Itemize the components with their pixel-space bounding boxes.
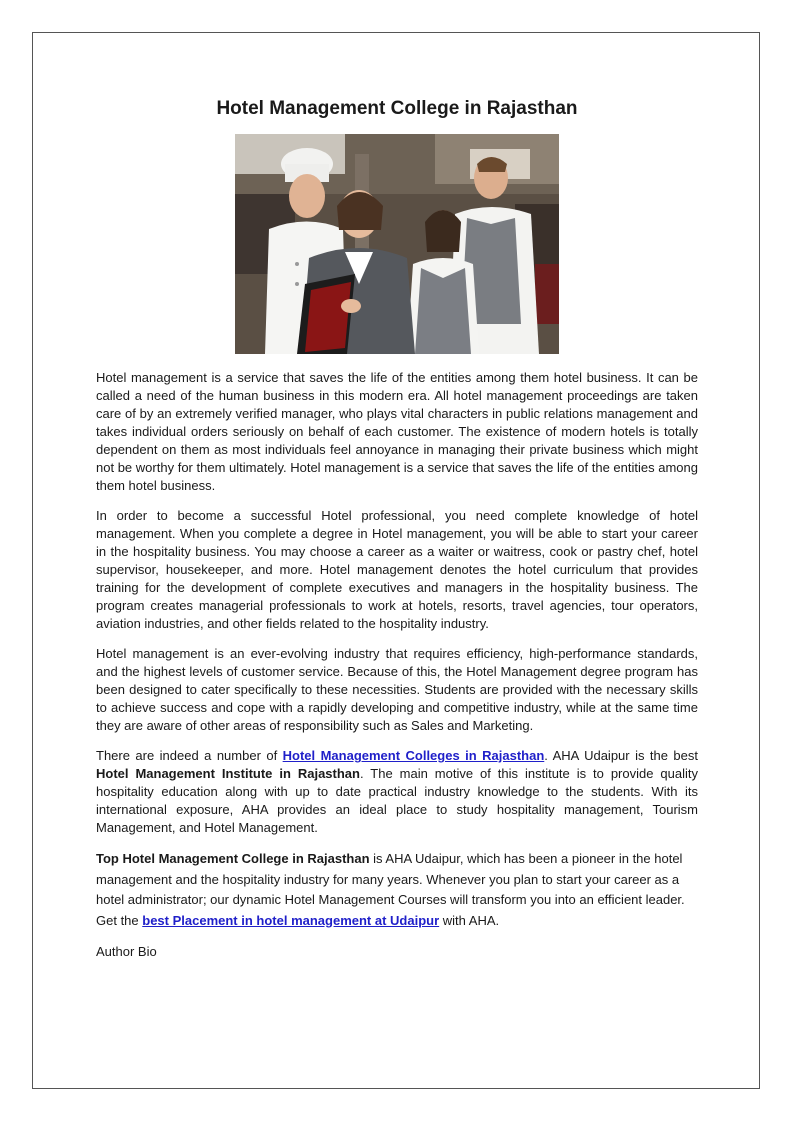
- author-bio: Author Bio: [96, 944, 157, 959]
- p5-end-text: with AHA.: [439, 912, 500, 928]
- page-title: Hotel Management College in Rajasthan: [216, 98, 578, 119]
- p4-rest-text: . The main motive of this institute is to provide quality hospitality education along with up to date practical industry knowledge to the students. With its international exposure, AHA provides an ideal place to study hospitality management, Tourism Management, and Hotel Management.: [96, 766, 698, 835]
- paragraph-1: Hotel management is a service that saves the life of the entities among them hotel business. It can be called a need of the human business in this modern era. All hotel management proceedings are taken care of by an extremely verified manager, who plays vital characters in public relations management and takes individual orders seriously on behalf of each customer. The existence of modern hotels is totally dependent on them as most individuals feel annoyance in managing their private business which might not be worthy for them ultimately. Hotel management is a service that saves the life of the entities among them hotel business.: [96, 370, 698, 493]
- paragraph-5: [96, 849, 698, 931]
- p5-body-text: is AHA Udaipur, which has been a pioneer in the hotel management and the hospitality industry for many years. Whenever you plan to start your career as a hotel administrator; our dynamic Hotel Management Courses will transform you into an efficient leader. Get the: [96, 851, 685, 928]
- p5-bold-text: Top Hotel Management College in Rajasthan: [96, 851, 370, 866]
- hero-photo: [235, 134, 559, 354]
- hotel-management-colleges-link[interactable]: Hotel Management Colleges in Rajasthan: [282, 748, 545, 763]
- p4-after-link-text: . AHA Udaipur is the best: [544, 748, 698, 763]
- p4-lead-text: There are indeed a number of: [96, 748, 283, 763]
- paragraph-4: [96, 747, 698, 837]
- article-body: [96, 369, 698, 973]
- p4-bold-text: Hotel Management Institute in Rajasthan: [96, 766, 360, 781]
- paragraph-3: Hotel management is an ever-evolving industry that requires efficiency, high-performance standards, and the highest levels of customer service. Because of this, the Hotel Management degree program has been designed to cater specifically to these necessities. Students are provided with the necessary skills to achieve success and cope with a rapidly developing and competitive industry, while at the same time they are aware of other areas of responsibility such as Sales and Marketing.: [96, 646, 698, 733]
- paragraph-2: In order to become a successful Hotel professional, you need complete knowledge of hotel management. When you complete a degree in Hotel management, you will be able to start your career in the hospitality business. You may choose a career as a waiter or waitress, cook or pastry chef, hotel supervisor, housekeeper, and more. Hotel management denotes the hotel curriculum that provides training for the development of complete executives and managers in the hospitality business. The program creates managerial professionals to work at hotels, resorts, travel agencies, tour operators, aviation industries, and other fields related to the hospitality industry.: [96, 508, 698, 631]
- placement-udaipur-link[interactable]: best Placement in hotel management at Udaipur: [142, 912, 440, 928]
